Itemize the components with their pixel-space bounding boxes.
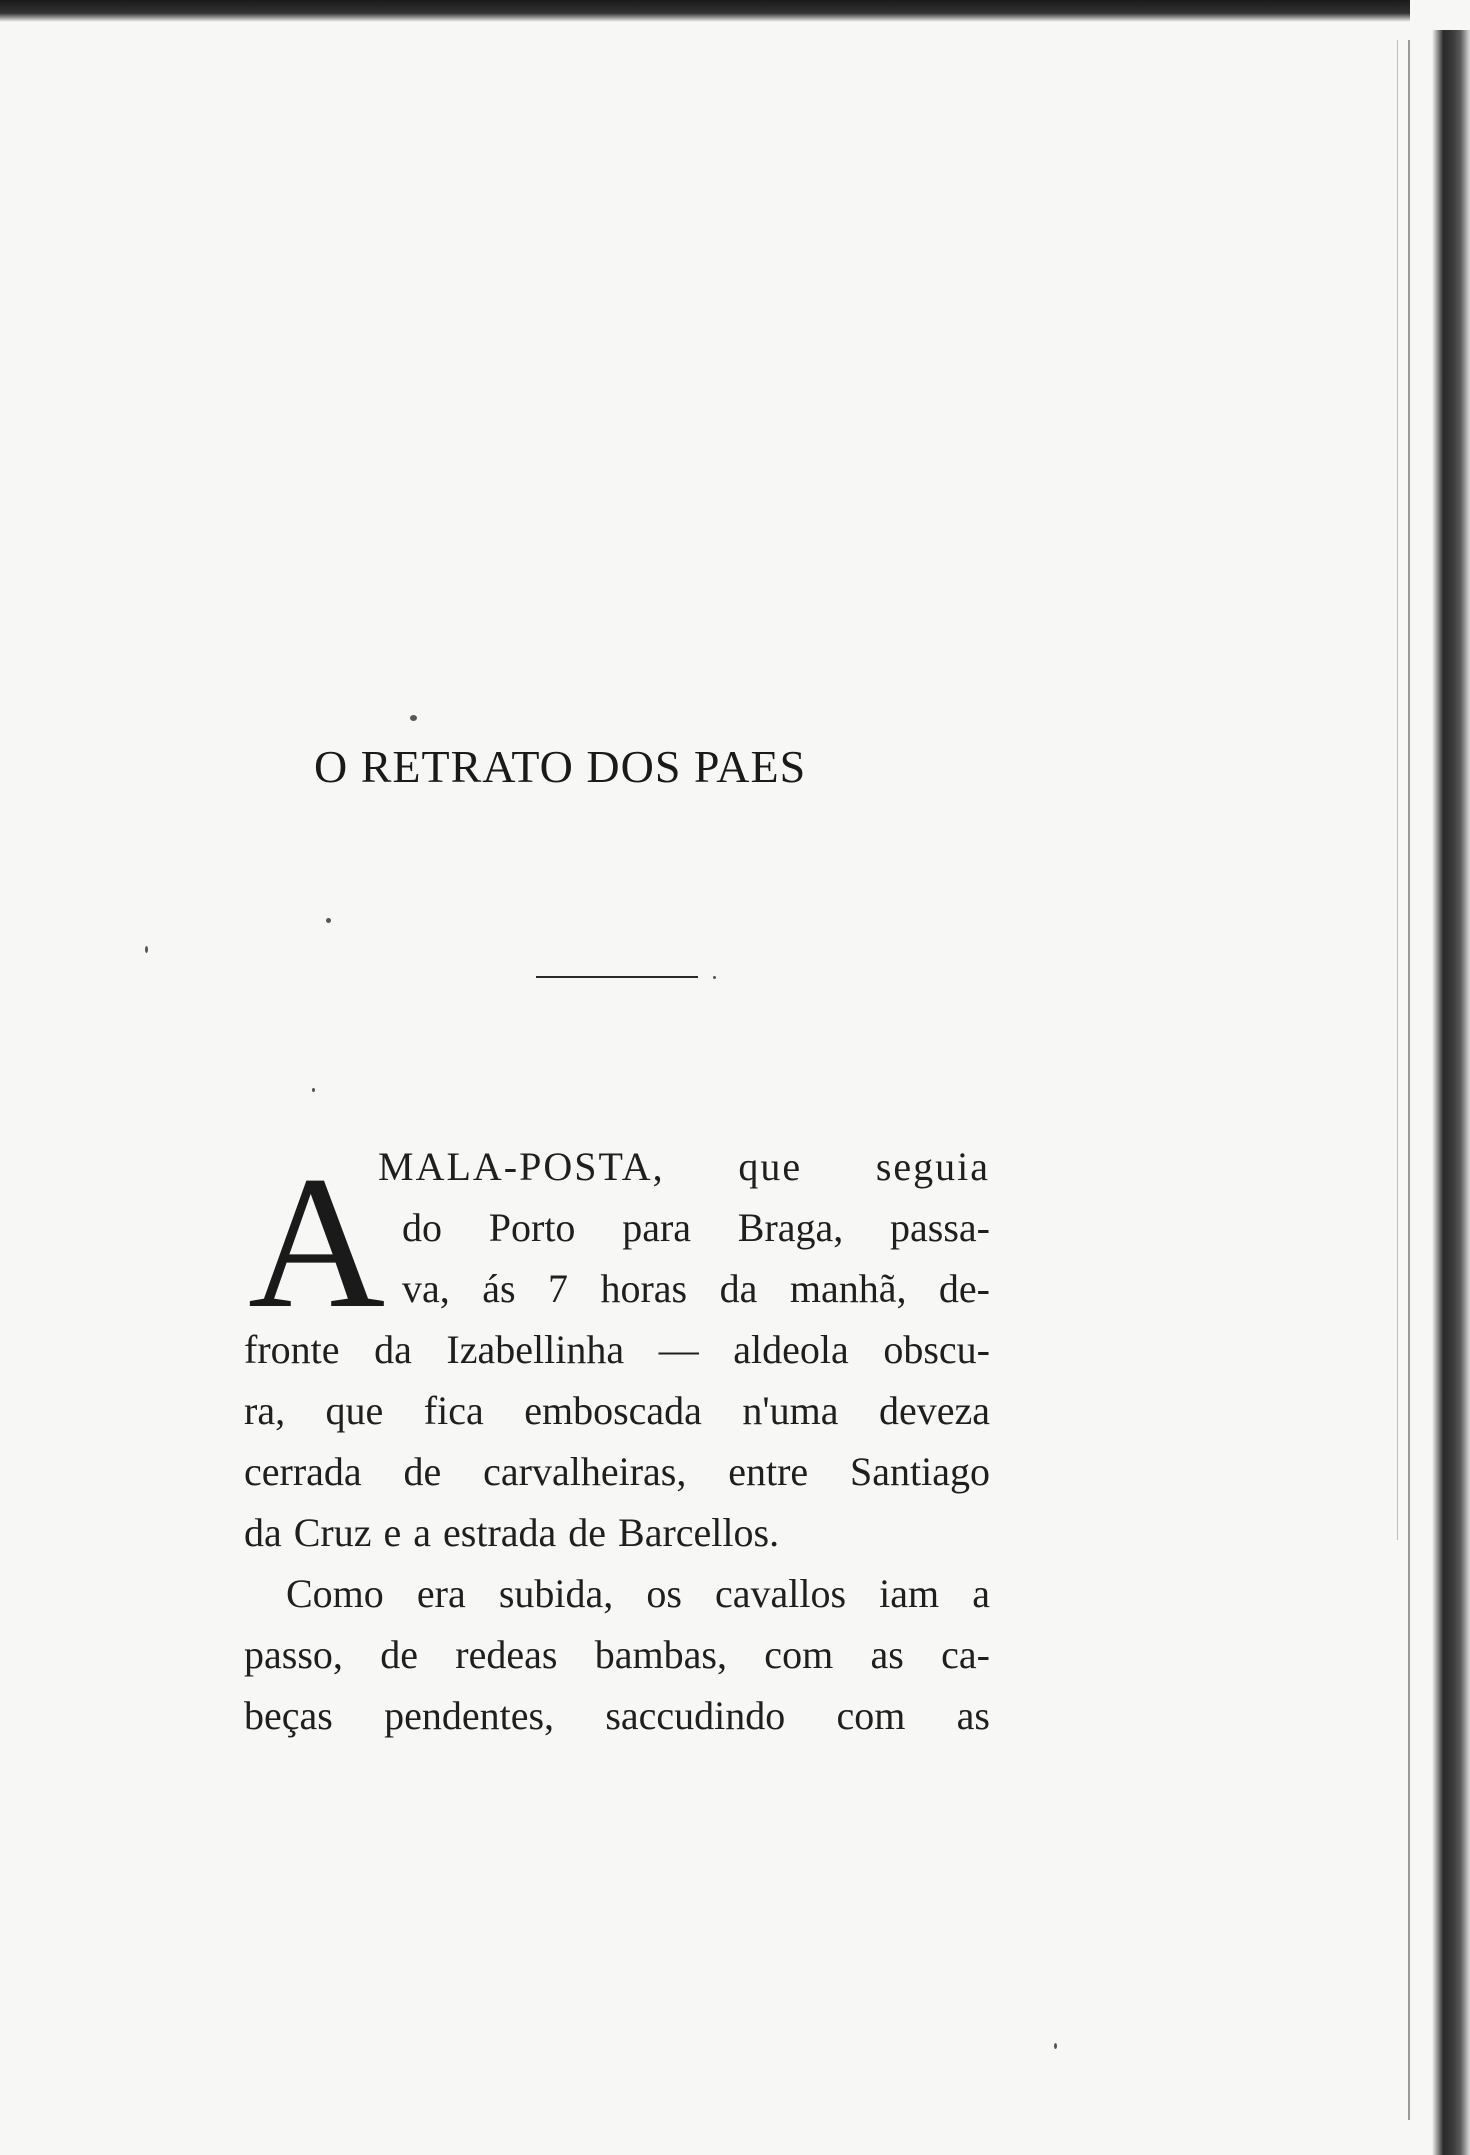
page-edge-line [1397,40,1398,1540]
chapter-title: O RETRATO DOS PAES [314,741,807,792]
text-line: va, ás 7 horas da manhã, de- [402,1266,990,1311]
body-text [244,1136,990,1746]
text-line: fronte da Izabellinha — aldeola obscu- [244,1327,990,1372]
text-line: da Cruz e a estrada de Barcellos. [244,1510,780,1555]
dust-speck [312,1088,315,1092]
page-binding-edge [1432,30,1470,2155]
dust-speck [1054,2043,1057,2049]
text-line: ra, que fica emboscada n'uma deveza [244,1388,990,1433]
dust-speck [410,715,417,721]
dust-speck [713,976,716,979]
text-line: passo, de redeas bambas, com as ca- [244,1632,990,1677]
drop-cap-letter: A [248,1138,386,1348]
dust-speck [145,946,148,953]
dust-speck [326,918,331,923]
text-line: cerrada de carvalheiras, entre Santiago [244,1449,990,1494]
scan-top-border [0,0,1410,22]
text-line: beças pendentes, saccudindo com as [244,1693,990,1738]
text-line: MALA-POSTA, que seguia [378,1144,990,1189]
text-line: do Porto para Braga, passa- [402,1205,990,1250]
page-edge-line [1408,40,1410,2120]
text-line: Como era subida, os cavallos iam a [286,1571,990,1616]
title-divider-rule [536,976,698,978]
